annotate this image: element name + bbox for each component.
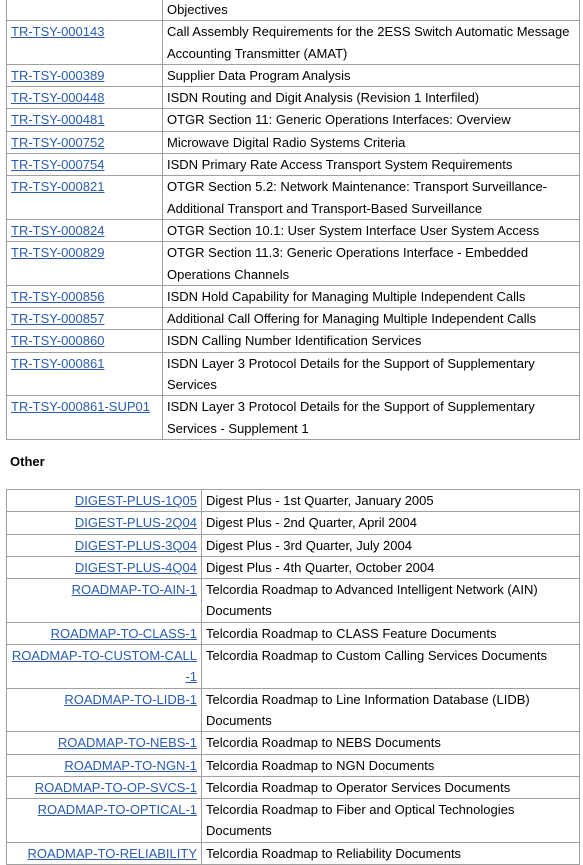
code-cell (7, 776, 202, 798)
description-cell: ISDN Routing and Digit Analysis (Revision 1 Interfiled) (163, 87, 580, 109)
table-row (7, 534, 580, 556)
document-link[interactable]: ROADMAP-TO-OP-SVCS-1 (34, 779, 197, 795)
document-link[interactable]: TR-TSY-000857 (11, 311, 105, 327)
description-cell: ISDN Layer 3 Protocol Details for the Support of Supplementary Services - Supplement 1 (163, 396, 580, 440)
document-link[interactable]: ROADMAP-TO-OPTICAL-1 (37, 802, 197, 818)
table-row (7, 308, 580, 330)
document-link[interactable]: TR-TSY-000143 (11, 24, 105, 40)
code-cell (7, 754, 202, 776)
document-link[interactable]: TR-TSY-000752 (11, 134, 105, 150)
code-cell (7, 556, 202, 578)
code-cell (7, 842, 202, 864)
table-row (7, 776, 580, 798)
code-cell (7, 732, 202, 754)
description-cell: Telcordia Roadmap to Reliability Documents (202, 842, 580, 864)
code-cell (7, 308, 163, 330)
table-row (7, 21, 580, 65)
document-link[interactable]: ROADMAP-TO-CUSTOM-CALL-1 (11, 648, 197, 685)
code-cell (7, 799, 202, 843)
code-cell (7, 579, 202, 623)
document-link[interactable]: ROADMAP-TO-AIN-1 (71, 582, 197, 598)
table-row (7, 64, 580, 86)
table-row (7, 754, 580, 776)
document-link[interactable]: TR-TSY-000754 (11, 157, 105, 173)
table-row (7, 556, 580, 578)
table-row (7, 109, 580, 131)
description-cell: Telcordia Roadmap to NEBS Documents (202, 732, 580, 754)
table-row (7, 732, 580, 754)
code-cell (7, 512, 202, 534)
description-cell: ISDN Hold Capability for Managing Multiple Independent Calls (163, 285, 580, 307)
document-link[interactable]: DIGEST-PLUS-1Q05 (74, 493, 197, 508)
description-cell: Additional Call Offering for Managing Multiple Independent Calls (163, 308, 580, 330)
document-link[interactable]: TR-TSY-000389 (11, 67, 105, 83)
description-cell: Telcordia Roadmap to Line Information Database (LIDB) Documents (202, 688, 580, 732)
table-row (7, 176, 580, 220)
table-row (7, 352, 580, 396)
section-heading-other: Other (10, 454, 45, 469)
code-cell (7, 688, 202, 732)
code-cell (7, 330, 163, 352)
document-link[interactable]: DIGEST-PLUS-3Q04 (74, 537, 197, 553)
code-cell (7, 64, 163, 86)
code-cell (7, 154, 163, 176)
code-cell (7, 645, 202, 689)
table-row (7, 645, 580, 689)
table-row (7, 688, 580, 732)
document-link[interactable]: TR-TSY-000481 (11, 112, 105, 128)
code-cell (7, 352, 163, 396)
document-link[interactable]: TR-TSY-000829 (11, 245, 105, 261)
table-row (7, 219, 580, 241)
table-row (7, 842, 580, 864)
table-row (7, 242, 580, 286)
description-cell: Telcordia Roadmap to Advanced Intelligent Network (AIN) Documents (202, 579, 580, 623)
code-cell (7, 176, 163, 220)
description-cell: OTGR Section 11.3: Generic Operations Interface - Embedded Operations Channels (163, 242, 580, 286)
description-cell: Objectives (163, 0, 580, 21)
description-cell: Digest Plus - 1st Quarter, January 2005 (202, 490, 580, 512)
other-table-body (7, 490, 580, 865)
code-cell (7, 622, 202, 644)
table-row (7, 799, 580, 843)
code-cell (7, 490, 202, 512)
table-row (7, 396, 580, 440)
document-link[interactable]: TR-TSY-000448 (11, 90, 105, 106)
code-cell (7, 534, 202, 556)
document-link[interactable]: ROADMAP-TO-RELIABILITY (27, 845, 197, 861)
table-row (7, 154, 580, 176)
document-link[interactable]: DIGEST-PLUS-4Q04 (74, 559, 197, 575)
document-link[interactable]: TR-TSY-000824 (11, 222, 105, 238)
document-link[interactable]: TR-TSY-000856 (11, 288, 105, 304)
document-link[interactable]: TR-TSY-000861-SUP01 (11, 399, 150, 415)
description-cell: Telcordia Roadmap to Custom Calling Services Documents (202, 645, 580, 689)
document-link[interactable]: ROADMAP-TO-NEBS-1 (57, 735, 197, 751)
standards-table (6, 0, 580, 440)
document-link[interactable]: TR-TSY-000821 (11, 179, 105, 195)
table-row (7, 87, 580, 109)
table-row (7, 0, 580, 21)
description-cell: Digest Plus - 3rd Quarter, July 2004 (202, 534, 580, 556)
description-cell: Telcordia Roadmap to Operator Services Documents (202, 776, 580, 798)
code-cell (7, 242, 163, 286)
description-cell: Telcordia Roadmap to CLASS Feature Documents (202, 622, 580, 644)
document-link[interactable]: ROADMAP-TO-LIDB-1 (64, 691, 197, 707)
description-cell: ISDN Calling Number Identification Services (163, 330, 580, 352)
code-cell (7, 21, 163, 65)
description-cell: Call Assembly Requirements for the 2ESS Switch Automatic Message Accounting Transmitter (AMAT) (163, 21, 580, 65)
standards-table-body (7, 0, 580, 439)
description-cell: Telcordia Roadmap to NGN Documents (202, 754, 580, 776)
document-link[interactable]: ROADMAP-TO-CLASS-1 (50, 625, 197, 641)
document-link[interactable]: TR-TSY-000861 (11, 355, 105, 371)
description-cell: Digest Plus - 2nd Quarter, April 2004 (202, 512, 580, 534)
description-cell: OTGR Section 11: Generic Operations Interfaces: Overview (163, 109, 580, 131)
code-cell (7, 87, 163, 109)
code-cell (7, 285, 163, 307)
description-cell: Telcordia Roadmap to Fiber and Optical Technologies Documents (202, 799, 580, 843)
table-row (7, 512, 580, 534)
description-cell: ISDN Primary Rate Access Transport System Requirements (163, 154, 580, 176)
description-cell: OTGR Section 5.2: Network Maintenance: Transport Surveillance-Additional Transport and Transport-Based Surveillance (163, 176, 580, 220)
code-cell (7, 219, 163, 241)
code-cell (7, 131, 163, 153)
table-row (7, 579, 580, 623)
code-cell (7, 396, 163, 440)
description-cell: Microwave Digital Radio Systems Criteria (163, 131, 580, 153)
table-row (7, 622, 580, 644)
table-row (7, 330, 580, 352)
table-row (7, 131, 580, 153)
code-cell (7, 109, 163, 131)
table-row (7, 285, 580, 307)
description-cell: Supplier Data Program Analysis (163, 64, 580, 86)
document-link[interactable]: ROADMAP-TO-NGN-1 (64, 757, 197, 773)
table-row (7, 490, 580, 512)
description-cell: Digest Plus - 4th Quarter, October 2004 (202, 556, 580, 578)
code-cell-empty (7, 0, 163, 21)
description-cell: ISDN Layer 3 Protocol Details for the Support of Supplementary Services (163, 352, 580, 396)
document-link[interactable]: TR-TSY-000860 (11, 333, 105, 349)
other-documents-table (6, 489, 580, 865)
description-cell: OTGR Section 10.1: User System Interface User System Access (163, 219, 580, 241)
document-link[interactable]: DIGEST-PLUS-2Q04 (74, 515, 197, 531)
